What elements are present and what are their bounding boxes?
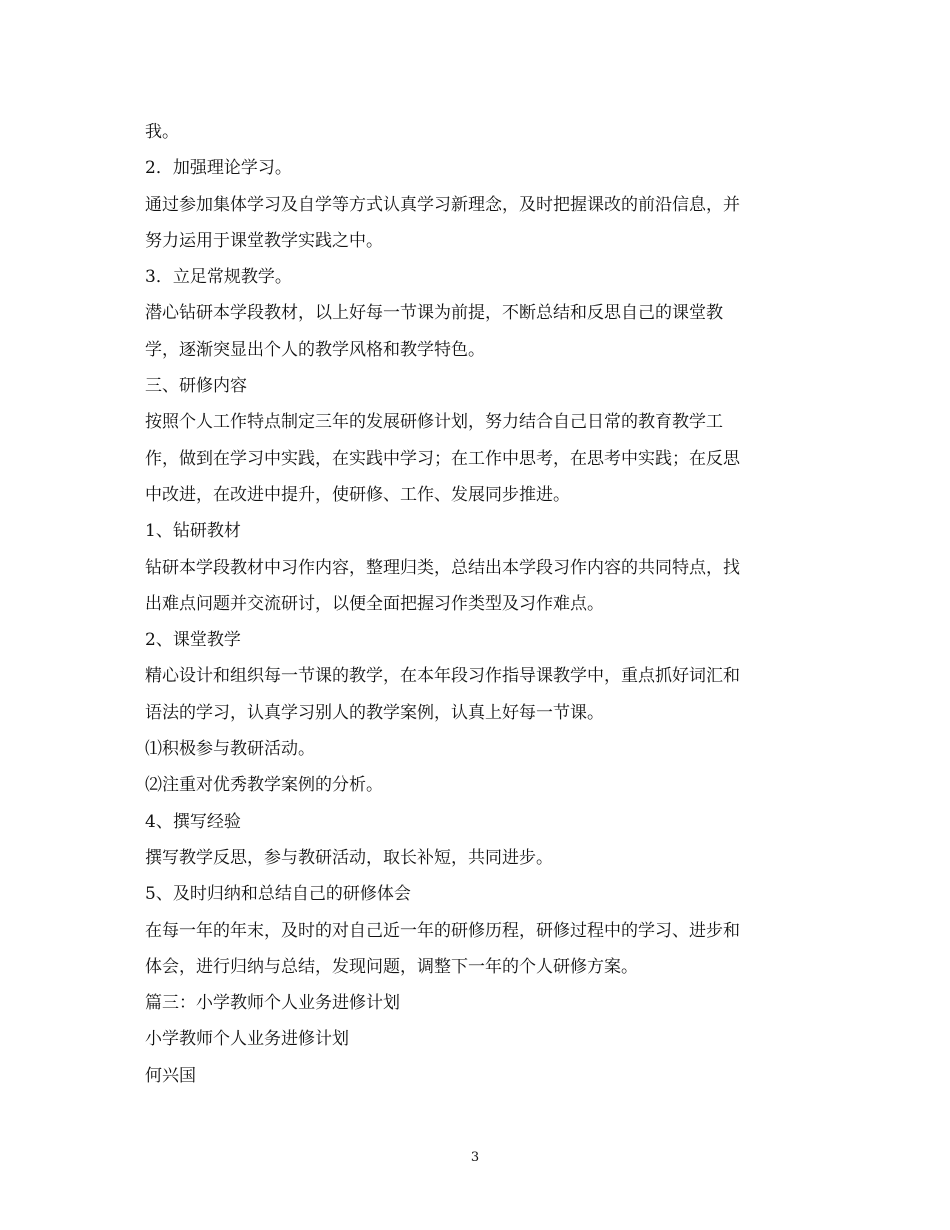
page-number: 3 bbox=[470, 1150, 480, 1165]
text-line: 出难点问题并交流研讨，以便全面把握习作类型及习作难点。 bbox=[145, 593, 604, 614]
text-line: 中改进，在改进中提升，使研修、工作、发展同步推进。 bbox=[145, 484, 570, 505]
subsection-heading: 5、及时归纳和总结自己的研修体会 bbox=[145, 884, 411, 905]
text-line: 钻研本学段教材中习作内容，整理归类，总结出本学段习作内容的共同特点，找 bbox=[145, 557, 740, 578]
text-line: 按照个人工作特点制定三年的发展研修计划，努力结合自己日常的教育教学工 bbox=[145, 412, 723, 433]
text-line: 撰写教学反思，参与教研活动，取长补短，共同进步。 bbox=[145, 847, 553, 868]
subsection-heading: 2、课堂教学 bbox=[145, 630, 241, 651]
document-title: 小学教师个人业务进修计划 bbox=[145, 1029, 349, 1050]
list-item: ⑴积极参与教研活动。 bbox=[145, 739, 315, 760]
text-line: 3．立足常规教学。 bbox=[145, 267, 292, 288]
subsection-heading: 1、钻研教材 bbox=[145, 521, 241, 542]
text-line: 通过参加集体学习及自学等方式认真学习新理念，及时把握课改的前沿信息，并 bbox=[145, 194, 740, 215]
list-item: ⑵注重对优秀教学案例的分析。 bbox=[145, 775, 383, 796]
text-line: 我。 bbox=[145, 122, 179, 142]
section-heading: 三、研修内容 bbox=[145, 376, 247, 397]
subsection-heading: 4、撰写经验 bbox=[145, 811, 241, 832]
author-name: 何兴国 bbox=[145, 1065, 196, 1086]
text-line: 作，做到在学习中实践，在实践中学习；在工作中思考，在思考中实践；在反思 bbox=[145, 448, 740, 469]
text-line: 努力运用于课堂教学实践之中。 bbox=[145, 230, 383, 251]
text-line: 学，逐渐突显出个人的教学风格和教学特色。 bbox=[145, 339, 485, 360]
text-line: 2．加强理论学习。 bbox=[145, 158, 292, 179]
document-body bbox=[145, 114, 810, 1094]
chapter-title: 篇三：小学教师个人业务进修计划 bbox=[145, 993, 400, 1014]
text-line: 体会，进行归纳与总结，发现问题，调整下一年的个人研修方案。 bbox=[145, 956, 638, 977]
text-line: 潜心钻研本学段教材，以上好每一节课为前提，不断总结和反思自己的课堂教 bbox=[145, 303, 723, 324]
text-line: 语法的学习，认真学习别人的教学案例，认真上好每一节课。 bbox=[145, 702, 604, 723]
text-line: 在每一年的年末，及时的对自己近一年的研修历程，研修过程中的学习、进步和 bbox=[145, 920, 740, 941]
text-line: 精心设计和组织每一节课的教学，在本年段习作指导课教学中，重点抓好词汇和 bbox=[145, 666, 740, 687]
